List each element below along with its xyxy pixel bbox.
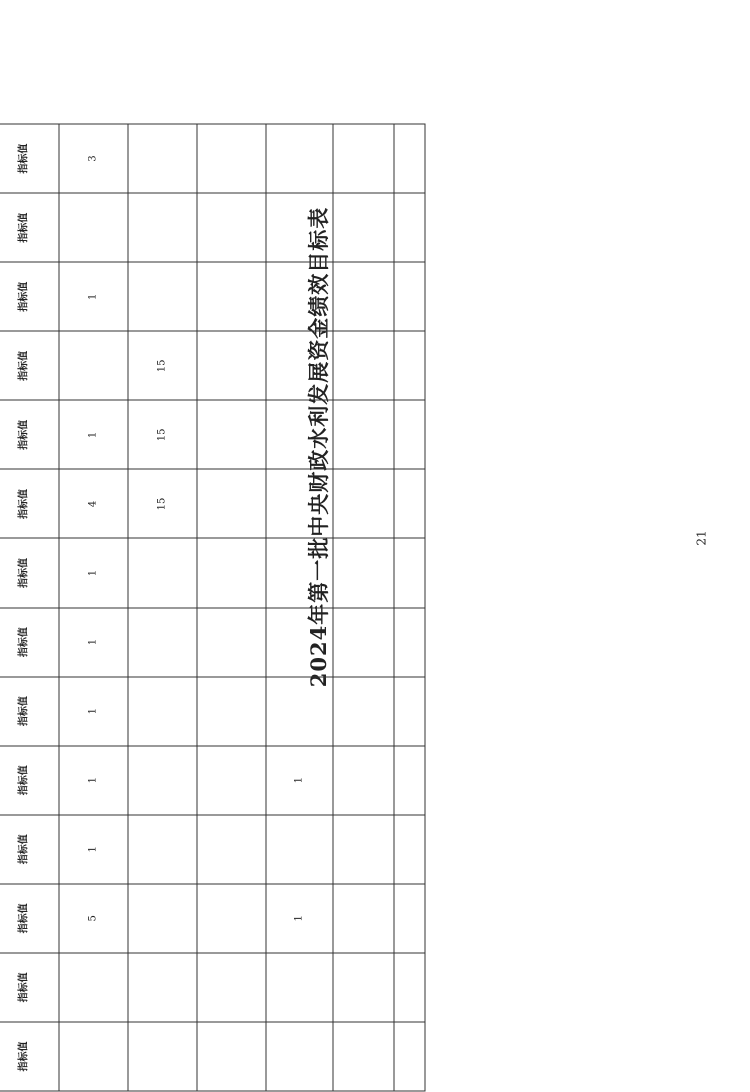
indicator-value: 1 <box>59 539 128 608</box>
indicator-value: 3 <box>59 124 128 193</box>
indicator-value <box>128 884 197 953</box>
indicator-row-five <box>333 124 394 1091</box>
indicator-value: 15 <box>128 469 197 538</box>
indicator-value <box>394 400 425 469</box>
indicator-value: 1 <box>59 746 128 815</box>
target-table <box>0 124 426 1092</box>
indicator-value <box>128 746 197 815</box>
page-number: 21 <box>694 530 709 546</box>
indicator-value <box>333 331 394 400</box>
indicator-value: 1 <box>59 677 128 746</box>
indicator-value <box>197 262 266 331</box>
indicator-value <box>394 469 425 538</box>
indicator-value <box>394 124 425 193</box>
indicator-label: 指标值 <box>0 608 59 677</box>
indicator-value: 5 <box>59 884 128 953</box>
indicator-value <box>197 469 266 538</box>
indicator-label: 指标值 <box>0 815 59 884</box>
indicator-value <box>333 124 394 193</box>
indicator-value <box>333 193 394 262</box>
indicator-value: 1 <box>59 400 128 469</box>
indicator-value <box>197 608 266 677</box>
indicator-label: 指标值 <box>0 1022 59 1091</box>
indicator-label: 指标值 <box>0 539 59 608</box>
indicator-value <box>266 193 333 262</box>
indicator-value <box>266 469 333 538</box>
indicator-value <box>394 331 425 400</box>
indicator-value <box>394 608 425 677</box>
indicator-label: 指标值 <box>0 400 59 469</box>
indicator-value: 1 <box>266 884 333 953</box>
indicator-value <box>394 193 425 262</box>
indicator-row-two <box>128 124 197 1091</box>
indicator-value: 1 <box>59 608 128 677</box>
indicator-value <box>197 124 266 193</box>
performance-table <box>0 124 388 1092</box>
indicator-value <box>128 539 197 608</box>
indicator-label: 指标值 <box>0 677 59 746</box>
indicator-value <box>128 608 197 677</box>
indicator-value <box>197 677 266 746</box>
indicator-value <box>59 953 128 1022</box>
indicator-value: 1 <box>59 262 128 331</box>
indicator-value <box>333 262 394 331</box>
indicator-value <box>333 608 394 677</box>
indicator-row-six <box>394 124 425 1091</box>
indicator-value <box>128 815 197 884</box>
indicator-value <box>266 124 333 193</box>
indicator-value <box>128 193 197 262</box>
indicator-value <box>197 884 266 953</box>
indicator-value <box>394 815 425 884</box>
indicator-value <box>266 608 333 677</box>
indicator-value <box>197 953 266 1022</box>
indicator-label: 指标值 <box>0 124 59 193</box>
indicator-value <box>128 1022 197 1091</box>
indicator-label: 指标值 <box>0 262 59 331</box>
indicator-value <box>394 262 425 331</box>
indicator-value <box>266 331 333 400</box>
indicator-value <box>59 331 128 400</box>
indicator-value <box>394 746 425 815</box>
indicator-value: 4 <box>59 469 128 538</box>
indicator-value <box>333 815 394 884</box>
indicator-value <box>333 539 394 608</box>
indicator-value <box>197 815 266 884</box>
indicator-value <box>197 539 266 608</box>
indicator-value <box>394 539 425 608</box>
indicator-value <box>266 677 333 746</box>
indicator-value <box>128 262 197 331</box>
indicator-value <box>333 677 394 746</box>
indicator-value <box>266 815 333 884</box>
indicator-value <box>394 1022 425 1091</box>
page-title: 2024年第一批中央财政水利发展资金绩效目标表 <box>306 206 331 688</box>
indicator-value: 1 <box>59 815 128 884</box>
indicator-label: 指标值 <box>0 953 59 1022</box>
indicator-value <box>197 193 266 262</box>
indicator-value <box>266 953 333 1022</box>
indicator-value <box>333 884 394 953</box>
indicator-value <box>128 953 197 1022</box>
indicator-value <box>394 953 425 1022</box>
indicator-value <box>333 746 394 815</box>
indicator-label: 指标值 <box>0 331 59 400</box>
indicator-value <box>197 746 266 815</box>
indicator-value <box>59 1022 128 1091</box>
indicator-label-row <box>0 124 59 1091</box>
indicator-label: 指标值 <box>0 746 59 815</box>
indicator-value <box>266 400 333 469</box>
indicator-value <box>394 884 425 953</box>
indicator-value <box>197 331 266 400</box>
indicator-row-four <box>266 124 333 1091</box>
indicator-value <box>266 262 333 331</box>
indicator-value <box>128 124 197 193</box>
indicator-value <box>197 400 266 469</box>
indicator-value <box>394 677 425 746</box>
indicator-value <box>333 469 394 538</box>
indicator-row-one <box>59 124 128 1091</box>
indicator-value <box>266 539 333 608</box>
indicator-value: 1 <box>266 746 333 815</box>
indicator-value <box>197 1022 266 1091</box>
indicator-value: 15 <box>128 400 197 469</box>
indicator-value <box>59 193 128 262</box>
indicator-label: 指标值 <box>0 469 59 538</box>
indicator-value: 15 <box>128 331 197 400</box>
indicator-label: 指标值 <box>0 884 59 953</box>
indicator-value <box>128 677 197 746</box>
indicator-row-three <box>197 124 266 1091</box>
indicator-value <box>333 953 394 1022</box>
indicator-value <box>333 1022 394 1091</box>
indicator-value <box>266 1022 333 1091</box>
indicator-value <box>333 400 394 469</box>
indicator-label: 指标值 <box>0 193 59 262</box>
